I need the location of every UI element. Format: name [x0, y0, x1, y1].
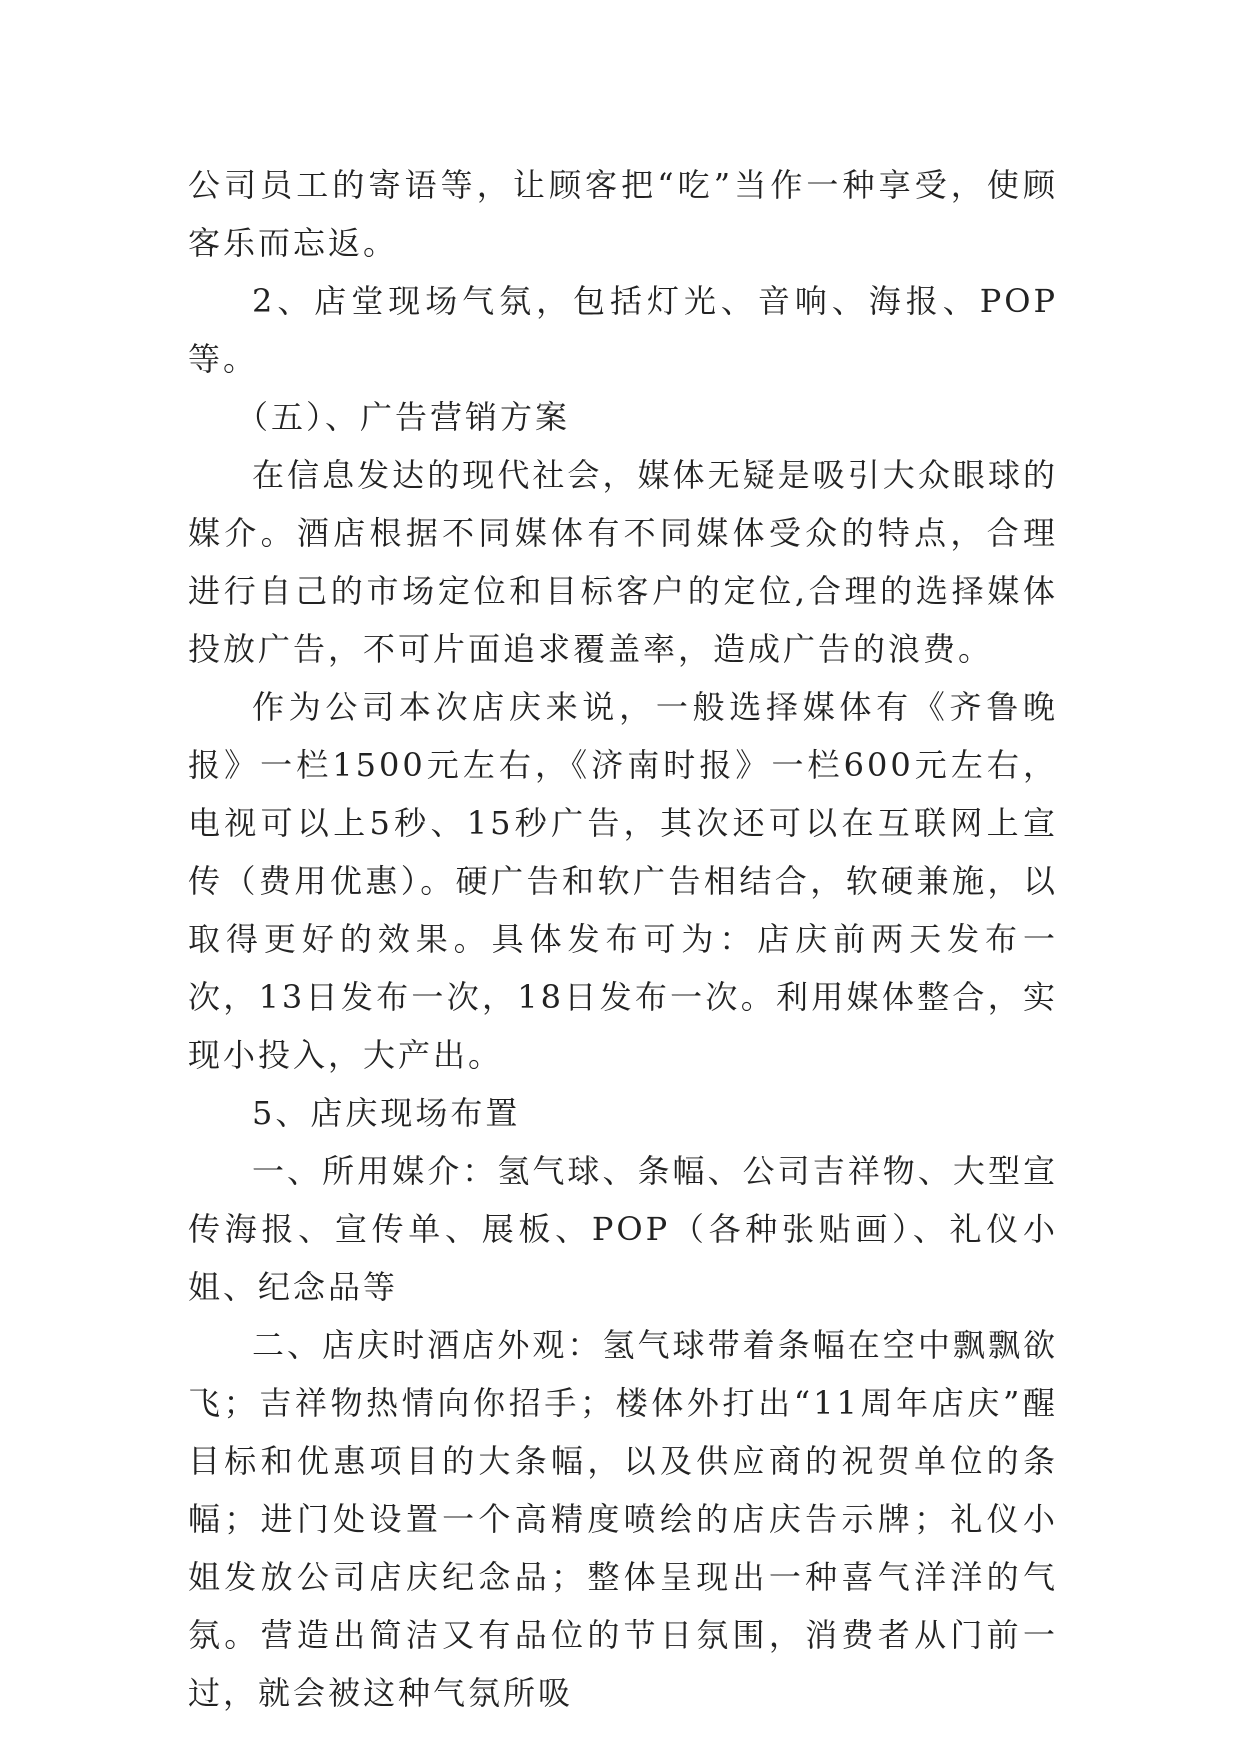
paragraph-media-plan: 作为公司本次店庆来说，一般选择媒体有《齐鲁晚报》一栏1500元左右，《济南时报》一栏600元左右，电视可以上5秒、15秒广告，其次还可以在互联网上宣传（费用优惠）。硬广告和软广告相结合，软硬兼施，以取得更好的效果。具体发布可为：店庆前两天发布一次，13日发布一次，18日发布一次。利用媒体整合，实现小投入，大产出。: [188, 688, 1058, 1074]
paragraph-continuation: 公司员工的寄语等，让顾客把“吃”当作一种享受，使顾客乐而忘返。: [188, 166, 1058, 262]
section-heading-venue-setup: 5、店庆现场布置: [252, 1094, 521, 1132]
paragraph-media-used: 一、所用媒介：氢气球、条幅、公司吉祥物、大型宣传海报、宣传单、展板、POP（各种张贴画）、礼仪小姐、纪念品等: [188, 1152, 1058, 1306]
document-body: [188, 156, 1058, 1722]
paragraph-store-atmosphere: 2、店堂现场气氛，包括灯光、音响、海报、POP等。: [188, 282, 1058, 378]
paragraph-media-intro: 在信息发达的现代社会，媒体无疑是吸引大众眼球的媒介。酒店根据不同媒体有不同媒体受众的特点，合理进行自己的市场定位和目标客户的定位,合理的选择媒体投放广告，不可片面追求覆盖率，造成广告的浪费。: [188, 456, 1058, 668]
section-heading-advertising: （五）、广告营销方案: [236, 398, 571, 436]
paragraph-exterior-appearance: 二、店庆时酒店外观：氢气球带着条幅在空中飘飘欲飞；吉祥物热情向你招手；楼体外打出“11周年店庆”醒目标和优惠项目的大条幅，以及供应商的祝贺单位的条幅；进门处设置一个高精度喷绘的店庆告示牌；礼仪小姐发放公司店庆纪念品；整体呈现出一种喜气洋洋的气氛。营造出简洁又有品位的节日氛围，消费者从门前一过，就会被这种气氛所吸: [188, 1326, 1058, 1712]
